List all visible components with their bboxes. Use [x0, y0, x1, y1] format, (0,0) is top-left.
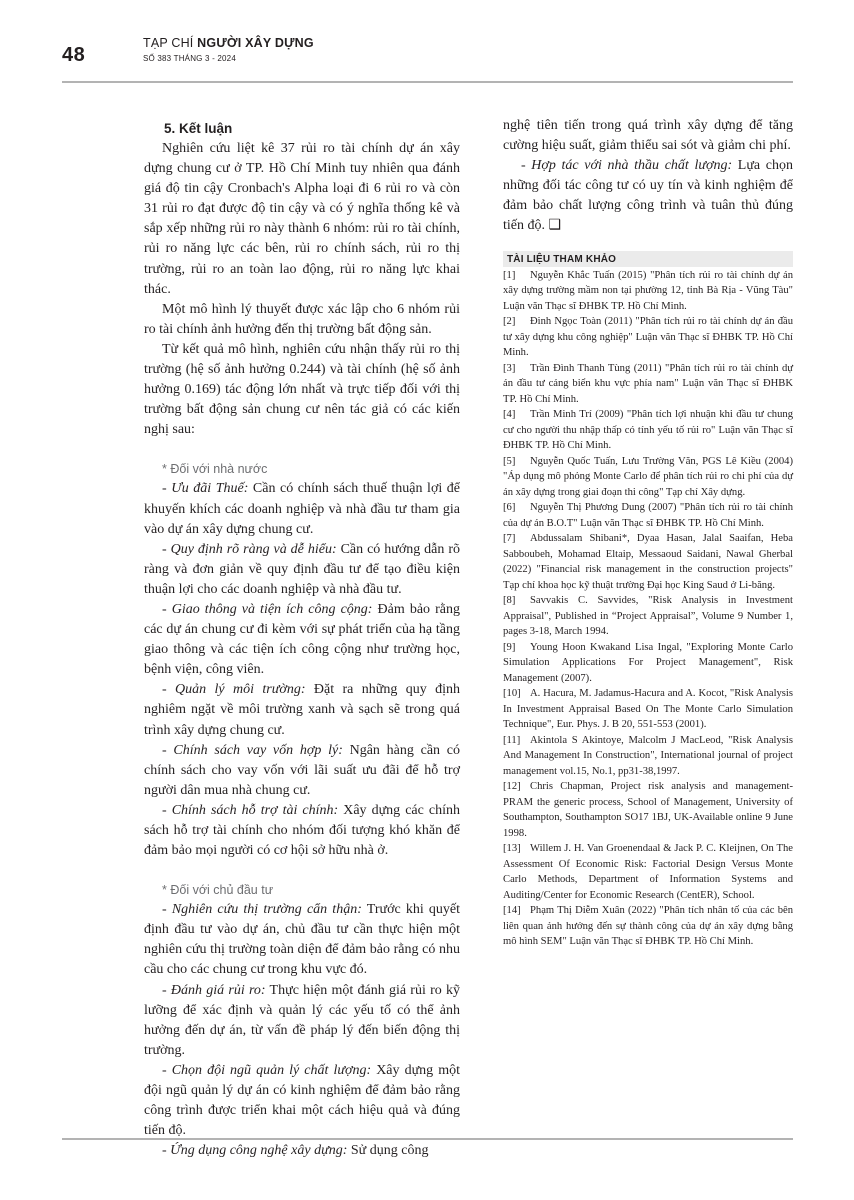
- state-item: [144, 741, 460, 801]
- investor-item-title: - Đánh giá rủi ro:: [162, 982, 266, 998]
- references-section: [503, 251, 793, 950]
- investor-item-title: - Nghiên cứu thị trường cẩn thận:: [162, 902, 362, 918]
- state-item: [144, 479, 460, 539]
- state-item-title: - Chính sách vay vốn hợp lý:: [162, 742, 343, 758]
- reference-text: Akintola S Akintoye, Malcolm J MacLeod, "Risk Analysis And Management In Construction", International journal of project management vol.15, No.1, pp31-38,1997.: [503, 734, 793, 777]
- paragraph-1: Nghiên cứu liệt kê 37 rủi ro tài chính dự án xây dựng chung cư ở TP. Hồ Chí Minh tuy nhiên qua đánh giá độ tin cậy Cronbach's Alpha loại đi 6 rủi ro và còn 31 rủi ro đạt được độ tin cậy và có ý nghĩa thống kê và sắp xếp những rủi ro này thành 6 nhóm: rủi ro tài chính, rủi ro năng lực các bên, rủi ro chính sách, rủi ro thị trường, rủi ro an toàn lao động, rủi ro năng lực khai thác.: [144, 141, 460, 297]
- state-item: [144, 600, 460, 680]
- state-item-title: - Giao thông và tiện ích công cộng:: [162, 601, 373, 617]
- reference-text: Nguyễn Thị Phương Dung (2007) "Phân tích rủi ro tài chính của dự án B.O.T" Luận văn Thạc sĩ ĐHBK TP. Hồ Chí Minh.: [503, 502, 793, 529]
- state-item-text: Đảm bảo rằng các dự án chung cư đi kèm với sự phát triển của hạ tầng giao thông và các tiện ích công cộng như trường học, bệnh viện, công viên.: [144, 601, 460, 678]
- reference-number: [9]: [503, 641, 516, 653]
- reference-item: [503, 454, 793, 501]
- reference-number: [2]: [503, 316, 516, 328]
- paragraph-3: Từ kết quả mô hình, nghiên cứu nhận thấy rủi ro thị trường (hệ số ảnh hưởng 0.244) và tài chính (hệ số ảnh hưởng 0.169) tác động lớn nhất và trực tiếp đối với thị trường bất động sản chung cư nên tác giả có các kiến nghị sau:: [144, 341, 460, 438]
- state-item-title: - Ưu đãi Thuế:: [162, 481, 249, 497]
- reference-text: Trần Minh Trí (2009) "Phân tích lợi nhuận khi đầu tư chung cư cho người thu nhập thấp có tính yếu tố rủi ro" Luận văn Thạc sĩ ĐHBK TP. Hồ Chí Minh.: [503, 409, 793, 452]
- reference-item: [503, 268, 793, 315]
- reference-number: [6]: [503, 502, 516, 514]
- reference-item: [503, 640, 793, 687]
- reference-text: Đinh Ngọc Toàn (2011) "Phân tích rủi ro tài chính dự án đầu tư xây dựng khu công nghiệp" Luận văn Thạc sĩ ĐHBK TP. Hồ Chí Minh.: [503, 316, 793, 359]
- reference-item: [503, 500, 793, 531]
- references-list: [503, 268, 793, 950]
- state-item-title: - Chính sách hỗ trợ tài chính:: [162, 802, 339, 818]
- investor-item-title: - Hợp tác với nhà thầu chất lượng:: [521, 158, 733, 174]
- page-number: 48: [62, 44, 86, 66]
- reference-item: [503, 314, 793, 361]
- reference-item: [503, 686, 793, 733]
- reference-item: [503, 531, 793, 593]
- reference-number: [4]: [503, 409, 516, 421]
- reference-number: [11]: [503, 734, 521, 746]
- paragraph-2: Một mô hình lý thuyết được xác lập cho 6 nhóm rủi ro tài chính ảnh hưởng đến thị trường bất động sản.: [144, 301, 460, 337]
- reference-text: Chris Chapman, Project risk analysis and management-PRAM the generic process, School of Management, University of Southampton, Southampton SO17 1BJ, UK-Available online 9 June 1998.: [503, 781, 793, 839]
- state-item-text: Xây dựng các chính sách hỗ trợ tài chính cho nhóm đối tượng khó khăn để đảm bảo mọi người có cơ hội sở hữu nhà ở.: [144, 802, 460, 859]
- reference-item: [503, 903, 793, 950]
- state-item: [144, 680, 460, 740]
- issue-info: SỐ 383 THÁNG 3 - 2024: [143, 54, 236, 63]
- header-rule: [62, 81, 793, 83]
- magazine-title: [143, 36, 314, 50]
- investor-item: [144, 1061, 460, 1141]
- state-item: [144, 801, 460, 861]
- investor-item-last: [503, 156, 793, 236]
- investor-item-text: Trước khi quyết định đầu tư vào dự án, chủ đầu tư cần thực hiện một nghiên cứu thị trường toàn diện để đảm bảo rằng có nhu cầu cho các chung cư trong khu vực đó.: [144, 902, 461, 978]
- end-mark-icon: ❑: [548, 218, 562, 234]
- reference-number: [10]: [503, 688, 521, 700]
- reference-item: [503, 407, 793, 454]
- investor-item: [144, 1141, 460, 1161]
- state-item-text: Đặt ra những quy định nghiêm ngặt về môi trường xanh và sạch sẽ trong quá trình xây dựng chung cư.: [144, 682, 460, 738]
- state-item-text: Cần có chính sách thuế thuận lợi để khuyến khích các doanh nghiệp và nhà đầu tư tham gia vào dự án xây dựng chung cư.: [144, 481, 460, 537]
- reference-text: Phạm Thị Diễm Xuân (2022) "Phân tích nhân tố của các bên liên quan ảnh hưởng đến sự thành công của dự án xây dựng bằng mô hình SEM" Luận văn Thạc sĩ ĐHBK TP. Hồ Chí Minh.: [503, 905, 793, 948]
- investor-item-text: Thực hiện một đánh giá rủi ro kỹ lưỡng để xác định và quản lý các yếu tố có thể ảnh hưởng đến dự án, từ vấn đề pháp lý đến biến động thị trường.: [144, 982, 461, 1058]
- investor-item: [144, 900, 460, 980]
- subheading-investor: * Đối với chủ đầu tư: [162, 883, 274, 898]
- reference-number: [1]: [503, 269, 516, 281]
- section-heading: 5. Kết luận: [164, 121, 233, 136]
- investor-item: [144, 981, 460, 1061]
- references-title: TÀI LIỆU THAM KHẢO: [503, 251, 793, 267]
- magazine-title-name: NGƯỜI XÂY DỰNG: [197, 36, 314, 50]
- reference-number: [7]: [503, 533, 516, 545]
- reference-number: [13]: [503, 843, 521, 855]
- reference-number: [8]: [503, 595, 516, 607]
- reference-text: Willem J. H. Van Groenendaal & Jack P. C. Kleijnen, On The Assessment Of Economic Risk: Factorial Design Versus Monte Carlo Methods, Department of Information Systems and Auditing/Center for Economic Research (CentER), School.: [503, 843, 793, 901]
- reference-text: Abdussalam Shibani*, Dyaa Hasan, Jalal Saaifan, Heba Sabboubeh, Mohamad Eltaip, Messaoud Saidani, Nawal Gherbal (2022) "Financial risk management in the construction projects" Tạp chí khoa học kỹ thuật trường Đại học King Saud ở Li-băng.: [503, 533, 793, 591]
- reference-item: [503, 841, 793, 903]
- state-item-text: Ngân hàng cần có chính sách cho vay vốn với lãi suất ưu đãi để hỗ trợ người dân mua nhà chung cư.: [144, 742, 460, 798]
- left-column: [144, 120, 460, 1161]
- investor-item-text: Xây dựng một đội ngũ quản lý dự án có kinh nghiệm để đảm bảo rằng công trình được triển khai một cách hiệu quả và đúng tiến độ.: [144, 1062, 460, 1139]
- reference-item: [503, 361, 793, 408]
- reference-text: Savvakis C. Savvides, "Risk Analysis in Investment Appraisal", Published in “Project Appraisal”, Volume 9 Number 1, pages 3-18, March 1994.: [503, 595, 793, 638]
- subheading-state: * Đối với nhà nước: [162, 462, 268, 477]
- reference-text: Nguyễn Quốc Tuấn, Lưu Trường Văn, PGS Lê Kiều (2004) "Áp dụng mô phỏng Monte Carlo để phân tích rủi ro chi phí của dự án xây dựng trong giai đoạn thi công" Tạp chí Xây dựng.: [503, 455, 793, 498]
- reference-item: [503, 779, 793, 841]
- reference-number: [5]: [503, 455, 516, 467]
- state-item-text: Cần có hướng dẫn rõ ràng và đơn giản về quy định đầu tư để tạo điều kiện thuận lợi cho các doanh nghiệp và nhà đầu tư.: [144, 541, 461, 597]
- investor-item-title: - Chọn đội ngũ quản lý chất lượng:: [162, 1062, 372, 1078]
- reference-item: [503, 593, 793, 640]
- investor-item-text: Lựa chọn những đối tác công tư có uy tín và kinh nghiệm để đảm bảo chất lượng công trình và tuân thủ đúng tiến độ.: [503, 158, 793, 234]
- investor-item-text: Sử dụng công: [347, 1143, 429, 1159]
- right-column: [503, 116, 793, 950]
- reference-text: Young Hoon Kwakand Lisa Ingal, "Exploring Monte Carlo Simulation Applications For Project Management", Risk Management (2007).: [503, 641, 793, 684]
- investor-item-title: - Ứng dụng công nghệ xây dựng:: [162, 1143, 348, 1159]
- continued-paragraph: nghệ tiên tiến trong quá trình xây dựng để tăng cường hiệu suất, giảm thiểu sai sót và giảm chi phí.: [503, 118, 793, 154]
- state-item-title: - Quy định rõ ràng và dễ hiểu:: [162, 541, 337, 557]
- reference-item: [503, 733, 793, 780]
- page-header: [0, 0, 854, 82]
- reference-text: A. Hacura, M. Jadamus-Hacura and A. Kocot, "Risk Analysis In Investment Appraisal Based On The Monte Carlo Simulation Technique", Eur. Phys. J. B 20, 551-553 (2001).: [503, 688, 793, 731]
- reference-text: Trần Đình Thanh Tùng (2011) "Phân tích rủi ro tài chính dự án đầu tư cảng biển khu vực phía nam" Luận văn Thạc sĩ ĐHBK TP. Hồ Chí Minh.: [503, 362, 793, 405]
- reference-text: Nguyễn Khắc Tuấn (2015) "Phân tích rủi ro tài chính dự án xây dựng trường mầm non tại phường 12, tỉnh Bà Rịa - Vũng Tàu" Luận văn Thạc sĩ ĐHBK TP. Hồ Chí Minh.: [503, 269, 793, 312]
- reference-number: [14]: [503, 905, 521, 917]
- footer-rule: [62, 1138, 793, 1140]
- state-item: [144, 540, 460, 600]
- magazine-title-prefix: TẠP CHÍ: [143, 36, 198, 50]
- reference-number: [12]: [503, 781, 521, 793]
- reference-number: [3]: [503, 362, 516, 374]
- state-item-title: - Quản lý môi trường:: [162, 682, 306, 698]
